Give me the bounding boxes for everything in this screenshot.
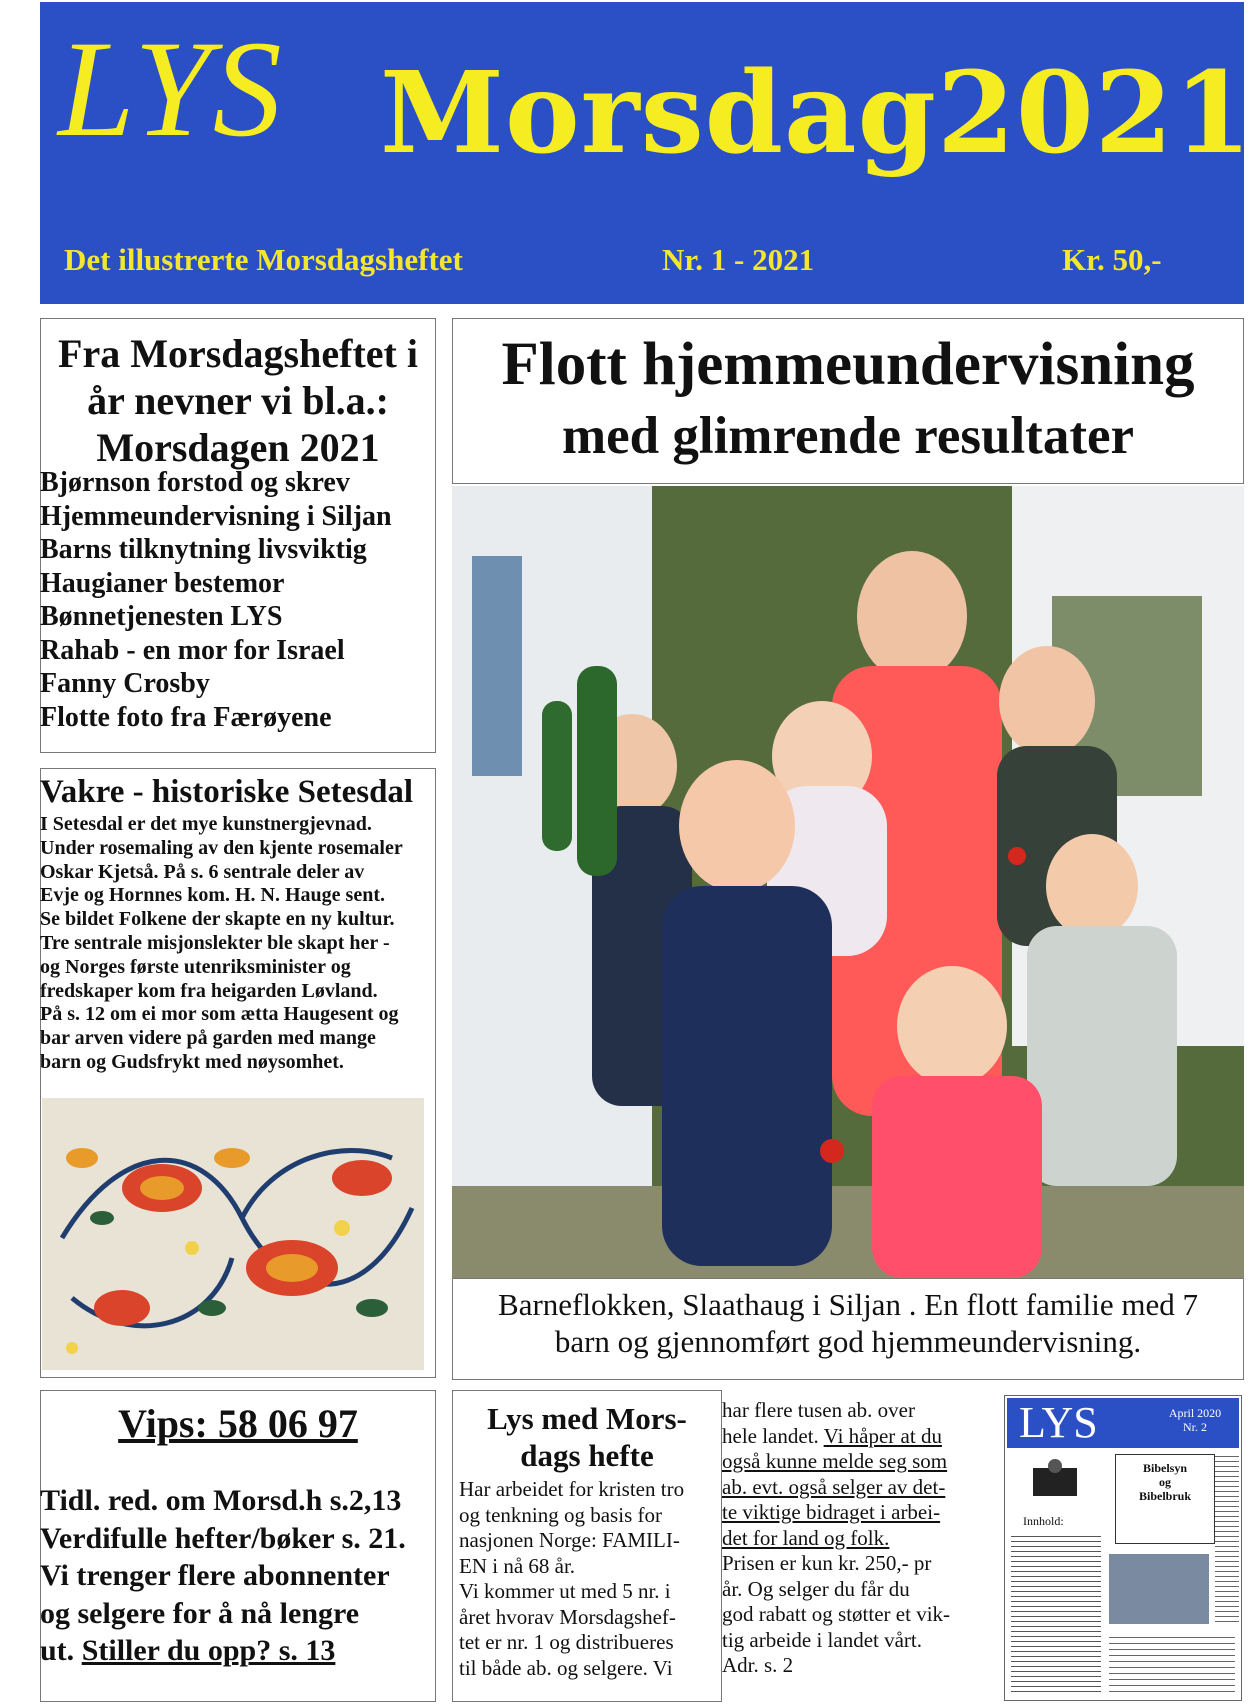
vips-number: Vips: 58 06 97 [118, 1401, 358, 1446]
mid-line-underlined: også kunne melde seg som [722, 1449, 948, 1473]
stiller-du-opp-link: Stiller du opp? s. 13 [81, 1634, 336, 1667]
info-list [40, 1482, 440, 1670]
lys-article-heading [452, 1400, 722, 1474]
toc-heading-line: Fra Morsdagsheftet i [58, 331, 418, 376]
mid-line: Prisen er kun kr. 250,- pr [722, 1551, 932, 1575]
mini-feature-title [1116, 1461, 1214, 1503]
mini-feature-line: og [1159, 1475, 1171, 1489]
mini-contents-lines [1011, 1532, 1101, 1694]
setesdal-line: bar arven videre på garden med mange [40, 1027, 376, 1050]
mid-line-underlined: te viktige bidraget i arbei- [722, 1500, 941, 1524]
rosemaling-illustration [42, 1098, 424, 1370]
info-line [40, 1632, 440, 1670]
mini-date-line: April 2020 [1168, 1406, 1222, 1420]
mini-contents-label: Innhold: [1023, 1514, 1064, 1528]
lys-article-continued [722, 1398, 1000, 1679]
mini-title: LYS [1019, 1398, 1098, 1447]
mini-date [1155, 1406, 1235, 1434]
mid-line: år. Og selger du får du [722, 1576, 910, 1601]
mini-text-lines [1109, 1632, 1235, 1694]
caption-line: barn og gjennomført god hjemmeundervisning. [554, 1324, 1142, 1359]
lys-article-body [459, 1477, 721, 1681]
toc-item: Flotte foto fra Færøyene [40, 701, 332, 733]
lys-line: EN i nå 68 år. [459, 1553, 576, 1578]
toc-item: Fanny Crosby [40, 668, 210, 699]
setesdal-line: På s. 12 om ei mor som ætta Haugesent og [40, 1003, 399, 1026]
toc-item: Bønnetjenesten LYS [40, 601, 283, 632]
setesdal-line: Se bildet Folkene der skapte en ny kultur. [40, 908, 395, 931]
mini-feature-line: Bibelbruk [1138, 1489, 1192, 1503]
toc-list [40, 466, 436, 734]
toc-item: Rahab - en mor for Israel [40, 634, 345, 666]
info-line: og selgere for å nå lengre [40, 1596, 360, 1630]
mid-line-start: hele landet. [722, 1423, 824, 1448]
mid-line [722, 1424, 1000, 1450]
family-photo [452, 486, 1244, 1278]
mid-line-underlined: ab. evt. også selger av det- [722, 1474, 946, 1499]
setesdal-line: fredskaper kom fra heigarden Løvland. [40, 979, 378, 1002]
info-line: Tidl. red. om Morsd.h s.2,13 [40, 1484, 402, 1517]
lys-heading-line: Lys med Mors- [487, 1401, 687, 1436]
toc-item: Hjemmeundervisning i Siljan [40, 500, 392, 532]
headline-line-2: med glimrende resultater [561, 407, 1135, 465]
toc-item: Bjørnson forstod og skrev [40, 467, 350, 498]
title-lys: LYS [58, 12, 284, 165]
setesdal-line: Under rosemaling av den kjente rosemaler [40, 836, 403, 859]
lys-heading-line: dags hefte [520, 1438, 654, 1473]
lys-line: tet er nr. 1 og distribueres [459, 1630, 674, 1654]
mid-line: god rabatt og støtter et vik- [722, 1602, 951, 1626]
caption-line: Barneflokken, Slaathaug i Siljan . En flott familie med 7 [498, 1287, 1198, 1322]
setesdal-heading: Vakre - historiske Setesdal [40, 774, 414, 810]
title-morsdag: Morsdag2021 [380, 48, 1253, 179]
lys-line: og tenkning og basis for [459, 1502, 662, 1527]
toc-heading-line: Morsdagen 2021 [96, 425, 380, 470]
mid-line-underlined: Vi håper at du [823, 1423, 942, 1448]
setesdal-line: barn og Gudsfrykt med nøysomhet. [40, 1050, 344, 1073]
mini-photo [1109, 1554, 1209, 1624]
info-line-start: ut. [40, 1634, 82, 1667]
setesdal-body [40, 813, 432, 1075]
info-line: Vi trenger flere abonnenter [40, 1559, 390, 1592]
masthead-subtitle: Det illustrerte Morsdagsheftet [64, 242, 463, 277]
lys-line: Vi kommer ut med 5 nr. i [459, 1579, 671, 1603]
toc-heading-line: år nevner vi bl.a.: [87, 378, 389, 423]
issue-number: Nr. 1 - 2021 [662, 242, 815, 277]
previous-issue-cover [1004, 1395, 1242, 1701]
book-icon [1015, 1454, 1095, 1504]
mini-side-lines [1215, 1452, 1239, 1622]
lys-line: Har arbeidet for kristen tro [459, 1477, 685, 1501]
setesdal-line: Evje og Hornnes kom. H. N. Hauge sent. [40, 884, 385, 907]
photo-caption [456, 1286, 1240, 1360]
mid-line: Adr. s. 2 [722, 1653, 794, 1677]
setesdal-line: I Setesdal er det mye kunstnergjevnad. [40, 813, 372, 835]
mid-line: tig arbeide i landet vårt. [722, 1627, 923, 1652]
toc-heading [40, 330, 436, 471]
lys-line: nasjonen Norge: FAMILI- [459, 1528, 680, 1552]
lys-line: året hvorav Morsdagshef- [459, 1604, 676, 1629]
headline-line-1: Flott hjemmeundervisning [501, 331, 1195, 398]
mid-line: har flere tusen ab. over [722, 1398, 915, 1422]
setesdal-line: og Norges første utenriksminister og [40, 955, 351, 978]
rosemaling-image [42, 1098, 424, 1370]
setesdal-line: Tre sentrale misjonslekter ble skapt her - [40, 931, 390, 954]
info-line: Verdifulle hefter/bøker s. 21. [40, 1521, 406, 1555]
family-photo-illustration [452, 486, 1244, 1278]
toc-item: Haugianer bestemor [40, 567, 285, 599]
mid-line-underlined: det for land og folk. [722, 1525, 890, 1550]
mini-feature-box [1115, 1454, 1215, 1544]
setesdal-line: Oskar Kjetså. På s. 6 sentrale deler av [40, 860, 365, 883]
mini-feature-line: Bibelsyn [1142, 1461, 1187, 1475]
price: Kr. 50,- [1062, 242, 1162, 277]
mini-date-line: Nr. 2 [1183, 1420, 1207, 1434]
lys-line: til både ab. og selgere. Vi [459, 1655, 673, 1680]
toc-item: Barns tilknytning livsviktig [40, 534, 367, 565]
